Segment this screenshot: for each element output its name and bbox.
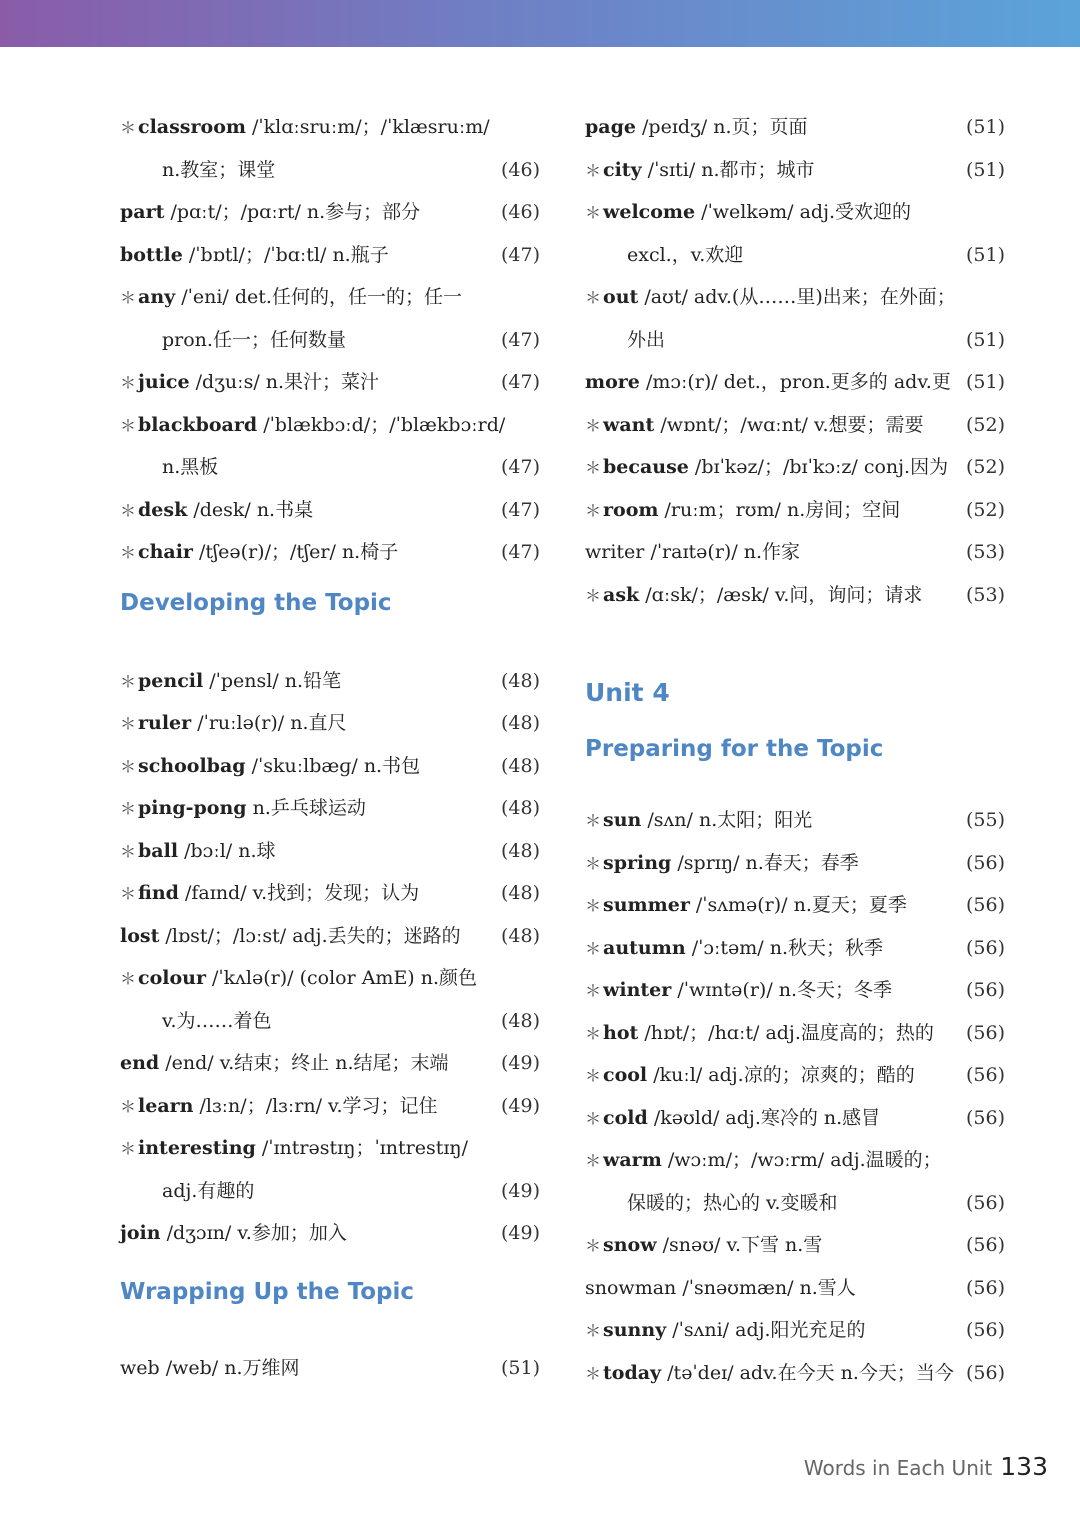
definition-text: n.黑板: [162, 456, 219, 478]
definition-text: /ˈwɪntə(r)/ n.冬天；冬季: [677, 979, 893, 1001]
section-heading: Developing the Topic: [120, 589, 392, 616]
page-footer: [804, 1452, 1048, 1481]
headword: more: [585, 371, 640, 393]
definition-text: /ˈklɑːsruːm/；/ˈklæsruːm/: [252, 116, 490, 138]
vocab-entry: [585, 1224, 1005, 1267]
asterisk-icon: ＊: [120, 373, 137, 392]
asterisk-icon: ＊: [585, 896, 602, 915]
vocab-entry: [120, 1085, 540, 1128]
page-reference: (56): [965, 1191, 1005, 1214]
asterisk-icon: ＊: [120, 714, 137, 733]
vocab-entry: [585, 404, 1005, 447]
top-color-band: [0, 0, 1080, 47]
definition-text: 保暖的；热心的 v.变暖和: [627, 1191, 838, 1214]
definition-text: /ˈsʌmə(r)/ n.夏天；夏季: [695, 894, 907, 916]
definition-text: /sprɪŋ/ n.春天；春季: [677, 851, 859, 874]
page-reference: (51): [965, 371, 1005, 393]
headword: find: [138, 882, 179, 904]
definition-text: /ɑːsk/；/æsk/ v.问，询问；请求: [645, 583, 923, 606]
page-reference: (56): [965, 1276, 1005, 1299]
page-reference: (52): [965, 413, 1005, 436]
asterisk-icon: ＊: [120, 288, 137, 307]
vocab-entry: [120, 234, 540, 277]
vocab-entry: [585, 191, 1005, 234]
page-reference: (49): [500, 1179, 540, 1202]
asterisk-icon: ＊: [585, 853, 602, 873]
vocab-entry: [120, 106, 540, 149]
asterisk-icon: ＊: [585, 1066, 602, 1085]
vocab-entry: [585, 276, 1005, 319]
headword: blackboard: [138, 413, 258, 436]
asterisk-icon: ＊: [585, 500, 602, 520]
page-reference: (47): [500, 328, 540, 351]
asterisk-icon: ＊: [585, 981, 602, 1000]
definition-text: /ˈblækbɔːd/；/ˈblækbɔːrd/: [263, 413, 506, 436]
headword: sun: [603, 809, 642, 831]
definition-text: /end/ v.结束；终止 n.结尾；末端: [165, 1052, 449, 1074]
definition-text: /faɪnd/ v.找到；发现；认为: [184, 882, 420, 904]
headword: desk: [138, 498, 188, 521]
vocab-entry: [120, 830, 540, 873]
headword: end: [120, 1052, 160, 1074]
headword: winter: [603, 979, 672, 1001]
vocab-entry: [585, 149, 1005, 192]
asterisk-icon: ＊: [585, 811, 602, 830]
asterisk-icon: ＊: [585, 585, 602, 605]
page-reference: (56): [965, 1319, 1005, 1341]
vocab-entry: [120, 276, 540, 319]
asterisk-icon: ＊: [585, 203, 602, 222]
vocab-entry: [120, 1127, 540, 1170]
headword: sunny: [603, 1319, 667, 1341]
headword: welcome: [603, 201, 696, 223]
asterisk-icon: ＊: [120, 543, 137, 562]
page-reference: (51): [965, 158, 1005, 181]
definition-text: /lɒst/；/lɔːst/ adj.丢失的；迷路的: [165, 924, 461, 947]
vocab-entry: [585, 489, 1005, 532]
headword: pencil: [138, 669, 204, 692]
vocab-entry: [585, 927, 1005, 970]
section-heading: Preparing for the Topic: [585, 736, 884, 762]
asterisk-icon: ＊: [585, 938, 602, 958]
definition-text: /tʃeə(r)/；/tʃer/ n.椅子: [198, 541, 399, 563]
headword: out: [603, 286, 639, 308]
asterisk-icon: ＊: [120, 671, 137, 691]
definition-text: /desk/ n.书桌: [193, 498, 314, 521]
headword: writer: [585, 541, 645, 563]
headword: because: [603, 456, 689, 478]
page-reference: (47): [500, 498, 540, 521]
page-reference: (48): [500, 669, 540, 692]
definition-text: /ˈskuːlbæɡ/ n.书包: [251, 754, 421, 777]
asterisk-icon: ＊: [585, 1108, 602, 1128]
vocab-entry: [585, 1012, 1005, 1055]
definition-text: /kəʊld/ adj.寒冷的 n.感冒: [653, 1106, 881, 1129]
definition-text: excl.，v.欢迎: [627, 243, 744, 266]
asterisk-icon: ＊: [585, 1236, 602, 1255]
vocab-entry-continuation: [120, 1000, 540, 1043]
page-reference: (51): [965, 243, 1005, 266]
headword: part: [120, 201, 165, 223]
page-reference: (49): [500, 1052, 540, 1074]
definition-text: /ˈɪntrəstɪŋ；ˈɪntrestɪŋ/: [261, 1137, 469, 1159]
page-reference: (56): [965, 1361, 1005, 1384]
definition-text: /ˈsɪti/ n.都市；城市: [647, 158, 815, 181]
headword: page: [585, 116, 636, 138]
section-heading: Wrapping Up the Topic: [120, 1278, 415, 1305]
page-reference: (56): [965, 1021, 1005, 1044]
definition-text: n.乒乓球运动: [252, 797, 366, 819]
definition-text: n.教室；课堂: [162, 158, 276, 181]
headword: snow: [603, 1234, 657, 1256]
vocab-entry: [120, 191, 540, 234]
vocab-entry-continuation: [585, 1182, 1005, 1225]
page-reference: (48): [500, 924, 540, 947]
vocab-entry: [585, 799, 1005, 842]
asterisk-icon: ＊: [585, 1151, 602, 1170]
vocab-entry: [585, 446, 1005, 489]
page-reference: (46): [500, 158, 540, 181]
asterisk-icon: ＊: [585, 1321, 602, 1340]
definition-text: /bɪˈkəz/；/bɪˈkɔːz/ conj.因为: [694, 456, 949, 478]
headword: schoolbag: [138, 754, 246, 777]
definition-text: /ˈwelkəm/ adj.受欢迎的: [701, 201, 912, 223]
definition-text: /lɜːn/；/lɜːrn/ v.学习；记住: [199, 1094, 438, 1117]
vocab-entry: [120, 361, 540, 404]
asterisk-icon: ＊: [585, 1363, 602, 1383]
definition-text: /ˈraɪtə(r)/ n.作家: [650, 541, 801, 563]
definition-text: /kuːl/ adj.凉的；凉爽的；酷的: [653, 1064, 915, 1086]
headword: spring: [603, 851, 672, 874]
page-reference: (46): [500, 201, 540, 223]
headword: snowman: [585, 1276, 677, 1299]
definition-text: /ˈbɒtl/；/ˈbɑːtl/ n.瓶子: [188, 243, 389, 266]
headword: join: [120, 1222, 161, 1244]
page-reference: (55): [965, 809, 1005, 831]
definition-text: /web/ n.万维网: [165, 1356, 300, 1379]
page-reference: (52): [965, 456, 1005, 478]
headword: summer: [603, 894, 690, 916]
vocab-entry: [120, 1347, 540, 1390]
vocab-entry-continuation: [120, 319, 540, 362]
page-reference: (56): [965, 1106, 1005, 1129]
page-reference: (49): [500, 1222, 540, 1244]
vocab-entry: [585, 361, 1005, 404]
vocab-entry: [120, 1212, 540, 1255]
page-reference: (52): [965, 498, 1005, 521]
asterisk-icon: ＊: [120, 415, 137, 435]
vocab-entry-continuation: [120, 1170, 540, 1213]
headword: any: [138, 286, 176, 308]
vocab-entry: [120, 702, 540, 745]
asterisk-icon: ＊: [120, 1139, 137, 1158]
definition-text: /aʊt/ adv.(从……里)出来；在外面；: [644, 286, 956, 308]
definition-text: /dʒuːs/ n.果汁；菜汁: [195, 371, 380, 393]
vocab-entry: [120, 404, 540, 447]
vocab-entry: [585, 1097, 1005, 1140]
definition-text: /pɑːt/；/pɑːrt/ n.参与；部分: [170, 201, 421, 223]
headword: chair: [138, 541, 193, 563]
vocab-entry: [585, 531, 1005, 574]
page-reference: (48): [500, 882, 540, 904]
headword: ruler: [138, 712, 192, 734]
page-reference: (48): [500, 712, 540, 734]
page-reference: (48): [500, 754, 540, 777]
page-reference: (53): [965, 541, 1005, 563]
definition-text: /hɒt/；/hɑːt/ adj.温度高的；热的: [644, 1021, 934, 1044]
headword: city: [603, 158, 642, 181]
definition-text: /ˈsnəʊmæn/ n.雪人: [682, 1276, 856, 1299]
asterisk-icon: ＊: [120, 969, 137, 988]
page-reference: (48): [500, 797, 540, 819]
page-reference: (56): [965, 851, 1005, 874]
vocab-entry-continuation: [120, 149, 540, 192]
page-reference: (47): [500, 456, 540, 478]
definition-text: /mɔː(r)/ det.，pron.更多的 adv.更: [645, 371, 951, 393]
page-reference: (48): [500, 839, 540, 862]
vocab-entry: [585, 1352, 1005, 1395]
definition-text: /ˈpensl/ n.铅笔: [209, 669, 342, 692]
vocab-entry: [120, 957, 540, 1000]
headword: ball: [138, 839, 179, 862]
asterisk-icon: ＊: [120, 118, 137, 137]
headword: hot: [603, 1021, 639, 1044]
page-reference: (51): [965, 116, 1005, 138]
page-reference: (56): [965, 1234, 1005, 1256]
definition-text: /ˈɔːtəm/ n.秋天；秋季: [691, 936, 883, 959]
definition-text: /wɒnt/；/wɑːnt/ v.想要；需要: [660, 413, 924, 436]
headword: bottle: [120, 243, 183, 266]
asterisk-icon: ＊: [585, 1023, 602, 1043]
definition-text: /ˈsʌni/ adj.阳光充足的: [672, 1319, 866, 1341]
page-reference: (47): [500, 371, 540, 393]
definition-text: 外出: [627, 328, 666, 351]
page-reference: (56): [965, 979, 1005, 1001]
vocab-entry-continuation: [585, 234, 1005, 277]
page-reference: (47): [500, 243, 540, 266]
page-reference: (51): [965, 328, 1005, 351]
page-reference: (56): [965, 936, 1005, 959]
headword: room: [603, 498, 659, 521]
asterisk-icon: ＊: [120, 799, 137, 818]
vocab-entry: [585, 842, 1005, 885]
definition-text: /bɔːl/ n.球: [184, 839, 276, 862]
vocab-entry: [120, 872, 540, 915]
definition-text: /dʒɔɪn/ v.参加；加入: [166, 1222, 347, 1244]
vocab-entry: [120, 787, 540, 830]
page-reference: (56): [965, 1064, 1005, 1086]
asterisk-icon: ＊: [585, 415, 602, 435]
definition-text: /təˈdeɪ/ adv.在今天 n.今天；当今: [667, 1361, 954, 1384]
headword: warm: [603, 1149, 662, 1171]
asterisk-icon: ＊: [120, 1096, 137, 1116]
page-reference: (56): [965, 894, 1005, 916]
headword: lost: [120, 924, 160, 947]
headword: ping-pong: [138, 797, 247, 819]
asterisk-icon: ＊: [585, 160, 602, 180]
vocab-entry: [585, 106, 1005, 149]
definition-text: /sʌn/ n.太阳；阳光: [647, 809, 813, 831]
vocab-entry: [585, 969, 1005, 1012]
headword: want: [603, 413, 655, 436]
definition-text: /snəʊ/ v.下雪 n.雪: [662, 1234, 823, 1256]
headword: autumn: [603, 936, 686, 959]
definition-text: adj.有趣的: [162, 1179, 255, 1202]
asterisk-icon: ＊: [120, 500, 137, 520]
footer-label: Words in Each Unit: [803, 1456, 993, 1480]
vocab-entry: [120, 1042, 540, 1085]
page-reference: (47): [500, 541, 540, 563]
headword: web: [120, 1356, 160, 1379]
vocab-entry: [585, 574, 1005, 617]
definition-text: /ˈruːlə(r)/ n.直尺: [197, 712, 347, 734]
definition-text: /peɪdʒ/ n.页；页面: [642, 116, 808, 138]
vocab-entry: [585, 1267, 1005, 1310]
asterisk-icon: ＊: [120, 756, 137, 776]
vocab-entry-continuation: [120, 446, 540, 489]
vocab-entry: [585, 1054, 1005, 1097]
vocab-entry: [120, 745, 540, 788]
headword: today: [603, 1361, 662, 1384]
definition-text: /wɔːm/；/wɔːrm/ adj.温暖的；: [667, 1149, 942, 1171]
definition-text: /ˈeni/ det.任何的，任一的；任一: [181, 286, 462, 308]
asterisk-icon: ＊: [120, 841, 137, 861]
vocab-entry: [585, 1139, 1005, 1182]
asterisk-icon: ＊: [585, 458, 602, 477]
vocab-entry: [120, 531, 540, 574]
asterisk-icon: ＊: [585, 288, 602, 307]
page-reference: (49): [500, 1094, 540, 1117]
page-reference: (51): [500, 1356, 540, 1379]
definition-text: pron.任一；任何数量: [162, 328, 346, 351]
unit-title: Unit 4: [585, 678, 670, 707]
headword: learn: [138, 1094, 194, 1117]
headword: colour: [138, 967, 206, 989]
asterisk-icon: ＊: [120, 884, 137, 903]
headword: ask: [603, 583, 640, 606]
headword: interesting: [138, 1137, 256, 1159]
vocab-entry: [585, 1309, 1005, 1352]
definition-text: /ruːm；rʊm/ n.房间；空间: [664, 498, 901, 521]
left-column: [120, 106, 540, 1389]
definition-text: v.为……着色: [162, 1009, 272, 1032]
headword: juice: [138, 371, 190, 393]
page-reference: (48): [500, 1009, 540, 1032]
definition-text: /ˈkʌlə(r)/ (color AmE) n.颜色: [212, 967, 478, 989]
page-number: 133: [1000, 1452, 1048, 1481]
right-column: [585, 106, 1005, 1394]
headword: cool: [603, 1064, 648, 1086]
vocab-entry: [120, 489, 540, 532]
vocab-entry: [120, 915, 540, 958]
vocab-entry: [120, 660, 540, 703]
headword: cold: [603, 1106, 648, 1129]
headword: classroom: [138, 116, 246, 138]
vocab-entry: [585, 884, 1005, 927]
page-reference: (53): [965, 583, 1005, 606]
vocab-entry-continuation: [585, 319, 1005, 362]
